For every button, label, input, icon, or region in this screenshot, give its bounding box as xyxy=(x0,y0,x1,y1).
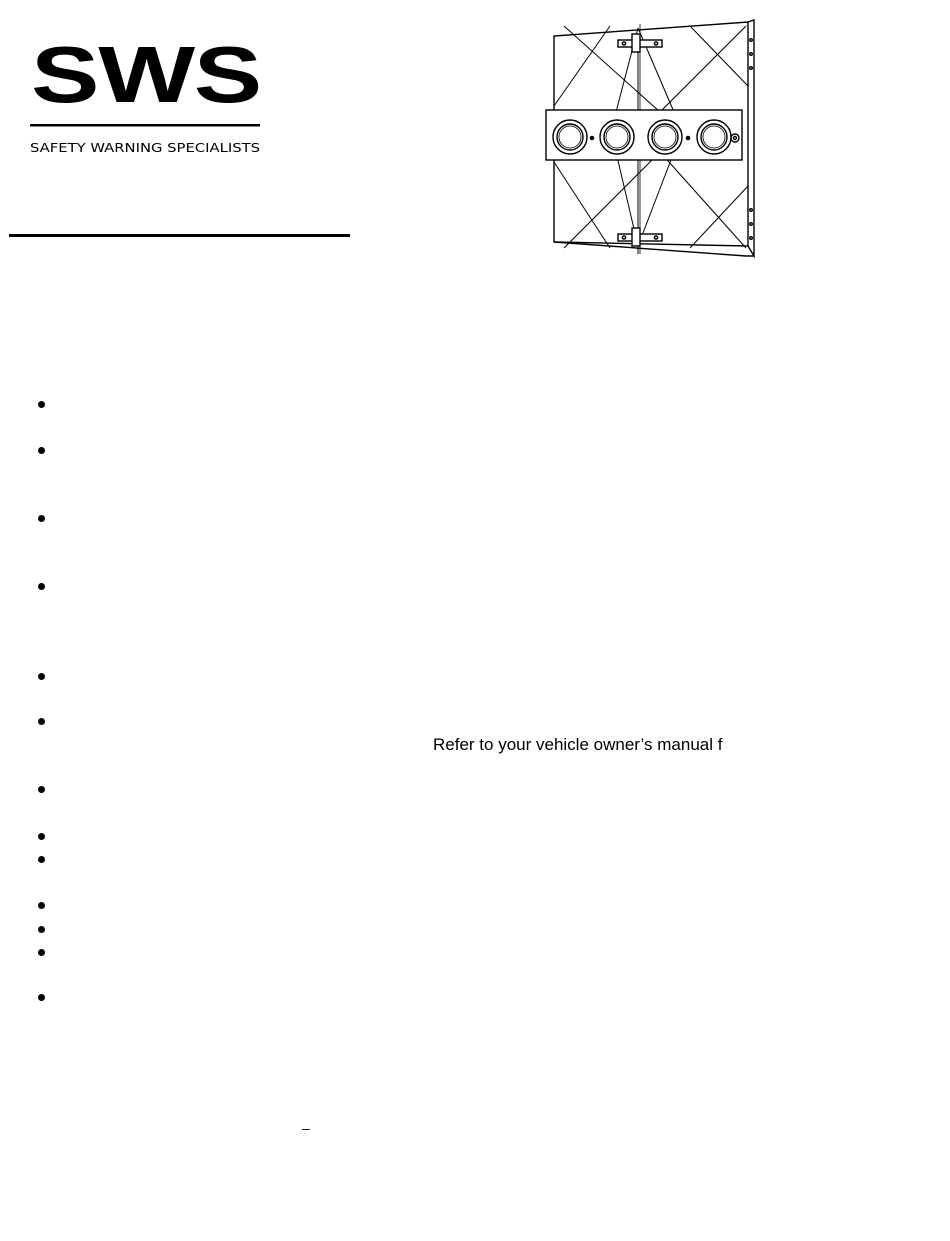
list-bullet xyxy=(38,949,45,956)
list-bullet xyxy=(38,833,45,840)
dash-mark: – xyxy=(302,1120,310,1136)
list-bullet xyxy=(38,401,45,408)
logo-tagline: SAFETY WARNING SPECIALISTS xyxy=(30,141,260,155)
logo-wordmark: SWS xyxy=(31,44,261,119)
list-bullet xyxy=(38,994,45,1001)
header-divider xyxy=(9,234,350,237)
list-bullet xyxy=(38,515,45,522)
list-bullet xyxy=(38,856,45,863)
list-bullet xyxy=(38,786,45,793)
arrow-board-icon xyxy=(540,16,762,260)
manual-reference-text: Refer to your vehicle owner’s manual f xyxy=(433,735,723,754)
sws-logo-image xyxy=(28,44,264,156)
sws-logo xyxy=(28,44,264,156)
list-bullet xyxy=(38,718,45,725)
list-bullet xyxy=(38,583,45,590)
list-bullet xyxy=(38,902,45,909)
list-bullet xyxy=(38,926,45,933)
list-bullet xyxy=(38,673,45,680)
logo-rule xyxy=(30,124,260,127)
list-bullet xyxy=(38,447,45,454)
